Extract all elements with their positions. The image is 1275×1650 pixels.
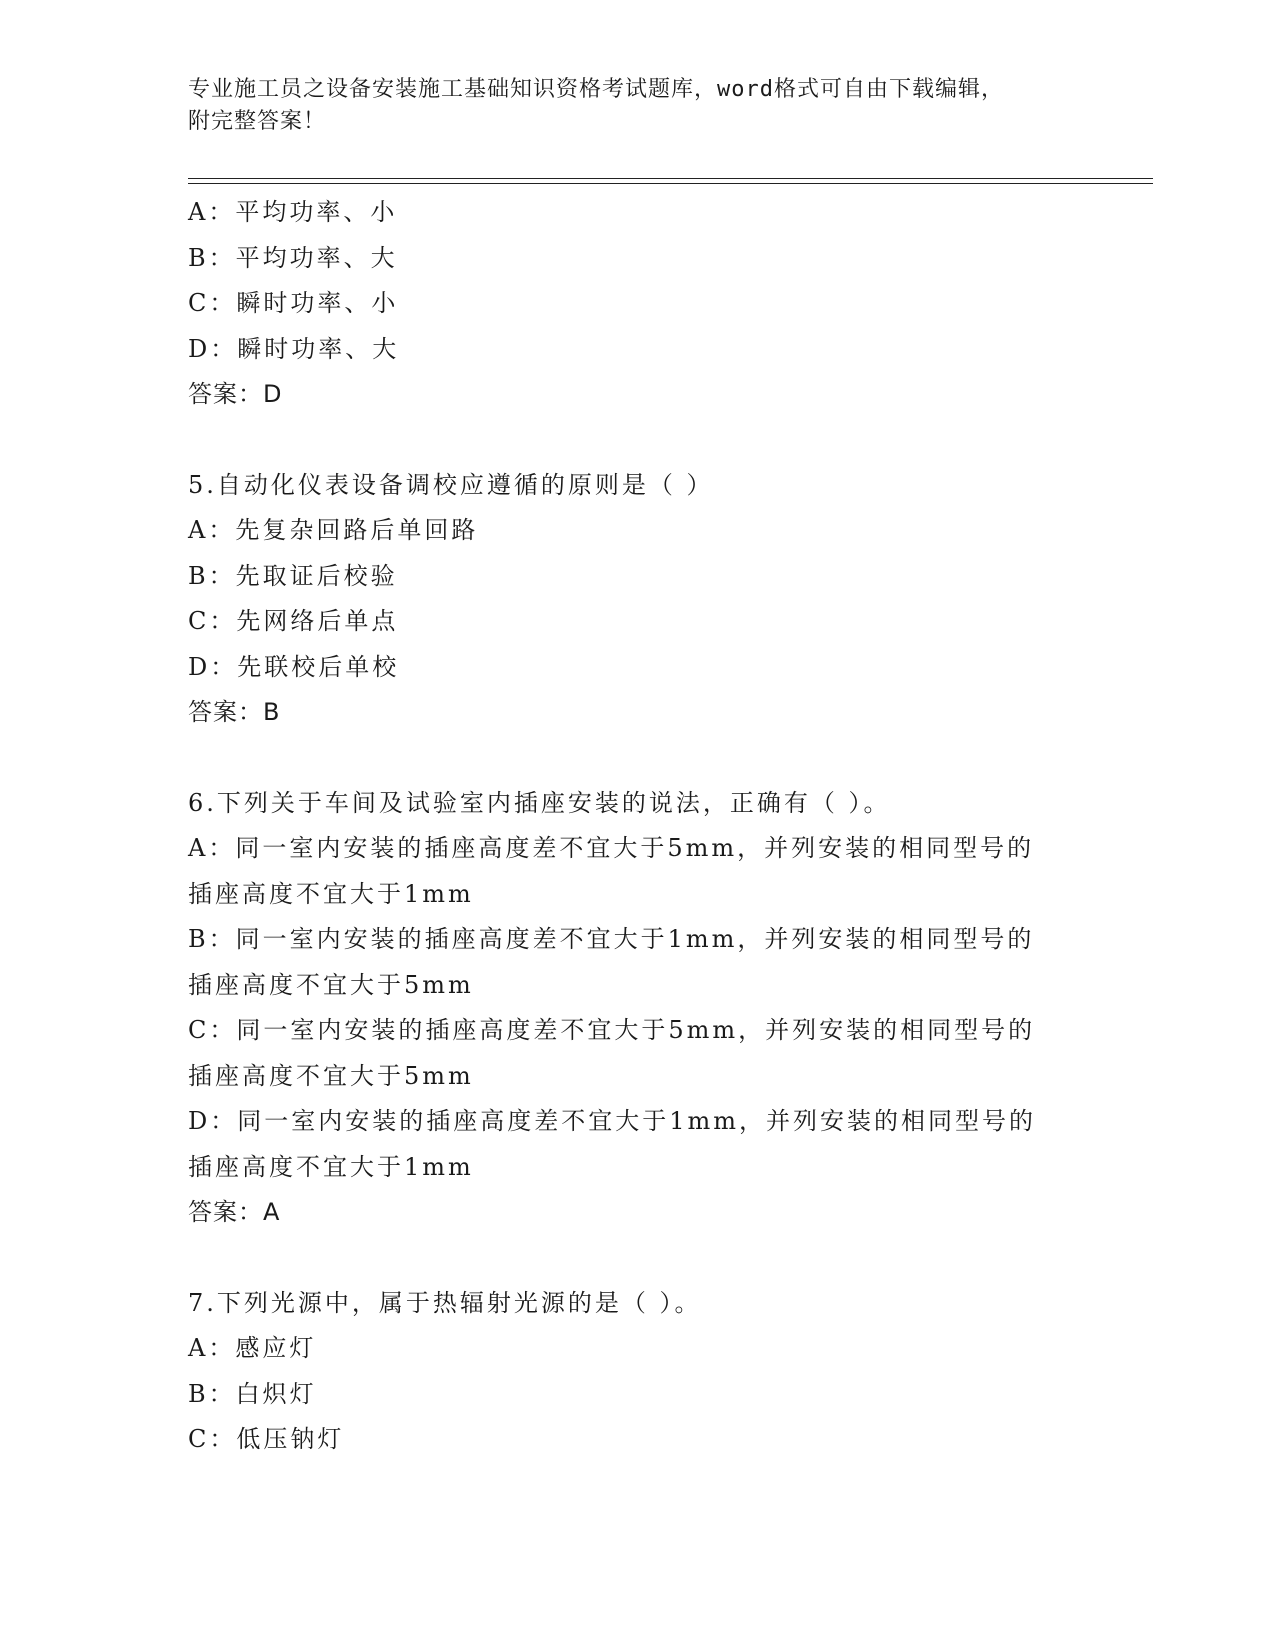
option-d: D：先联校后单校 — [188, 652, 400, 681]
option-a: A：先复杂回路后单回路 — [188, 516, 479, 544]
option-a: A：感应灯 — [188, 1334, 317, 1362]
header-divider-top — [188, 178, 1153, 179]
option-d: D：同一室内安装的插座高度差不宜大于1mm，并列安装的相同型号的 — [188, 1107, 1037, 1135]
option-a: A：同一室内安装的插座高度差不宜大于5mm，并列安装的相同型号的 — [188, 834, 1035, 862]
question-text: 7.下列光源中，属于热辐射光源的是（ ）。 — [188, 1288, 702, 1317]
option-d: D：瞬时功率、大 — [188, 334, 400, 363]
answer-line: 答案：B — [188, 698, 281, 726]
option-c: C：低压钠灯 — [188, 1425, 345, 1453]
option-d-continued: 插座高度不宜大于1mm — [188, 1152, 474, 1181]
answer-line: 答案：D — [188, 380, 283, 408]
answer-line: 答案：A — [188, 1198, 281, 1226]
question-5 — [188, 463, 1108, 736]
question-7 — [188, 1281, 1108, 1463]
option-b: B：平均功率、大 — [188, 243, 398, 272]
option-a: A：平均功率、小 — [188, 198, 398, 226]
option-c: C：同一室内安装的插座高度差不宜大于5mm，并列安装的相同型号的 — [188, 1016, 1036, 1044]
option-c: C：先网络后单点 — [188, 607, 399, 635]
option-b-continued: 插座高度不宜大于5mm — [188, 970, 474, 999]
option-b: B：白炽灯 — [188, 1379, 317, 1408]
question-4 — [188, 190, 1108, 418]
question-6 — [188, 781, 1108, 1236]
option-c: C：瞬时功率、小 — [188, 289, 399, 317]
question-text: 5.自动化仪表设备调校应遵循的原则是（ ） — [188, 470, 714, 499]
question-list — [188, 190, 1108, 1463]
option-b: B：同一室内安装的插座高度差不宜大于1mm，并列安装的相同型号的 — [188, 925, 1035, 953]
document-header — [188, 74, 1068, 138]
option-a-continued: 插座高度不宜大于1mm — [188, 879, 474, 908]
option-c-continued: 插座高度不宜大于5mm — [188, 1061, 474, 1090]
header-title-line: 专业施工员之设备安装施工基础知识资格考试题库，word格式可自由下载编辑， — [188, 77, 1004, 102]
question-text: 6.下列关于车间及试验室内插座安装的说法，正确有（ ）。 — [188, 788, 891, 817]
option-b: B：先取证后校验 — [188, 561, 398, 590]
header-divider-bottom — [188, 183, 1153, 184]
header-subtitle-line: 附完整答案！ — [188, 109, 327, 134]
